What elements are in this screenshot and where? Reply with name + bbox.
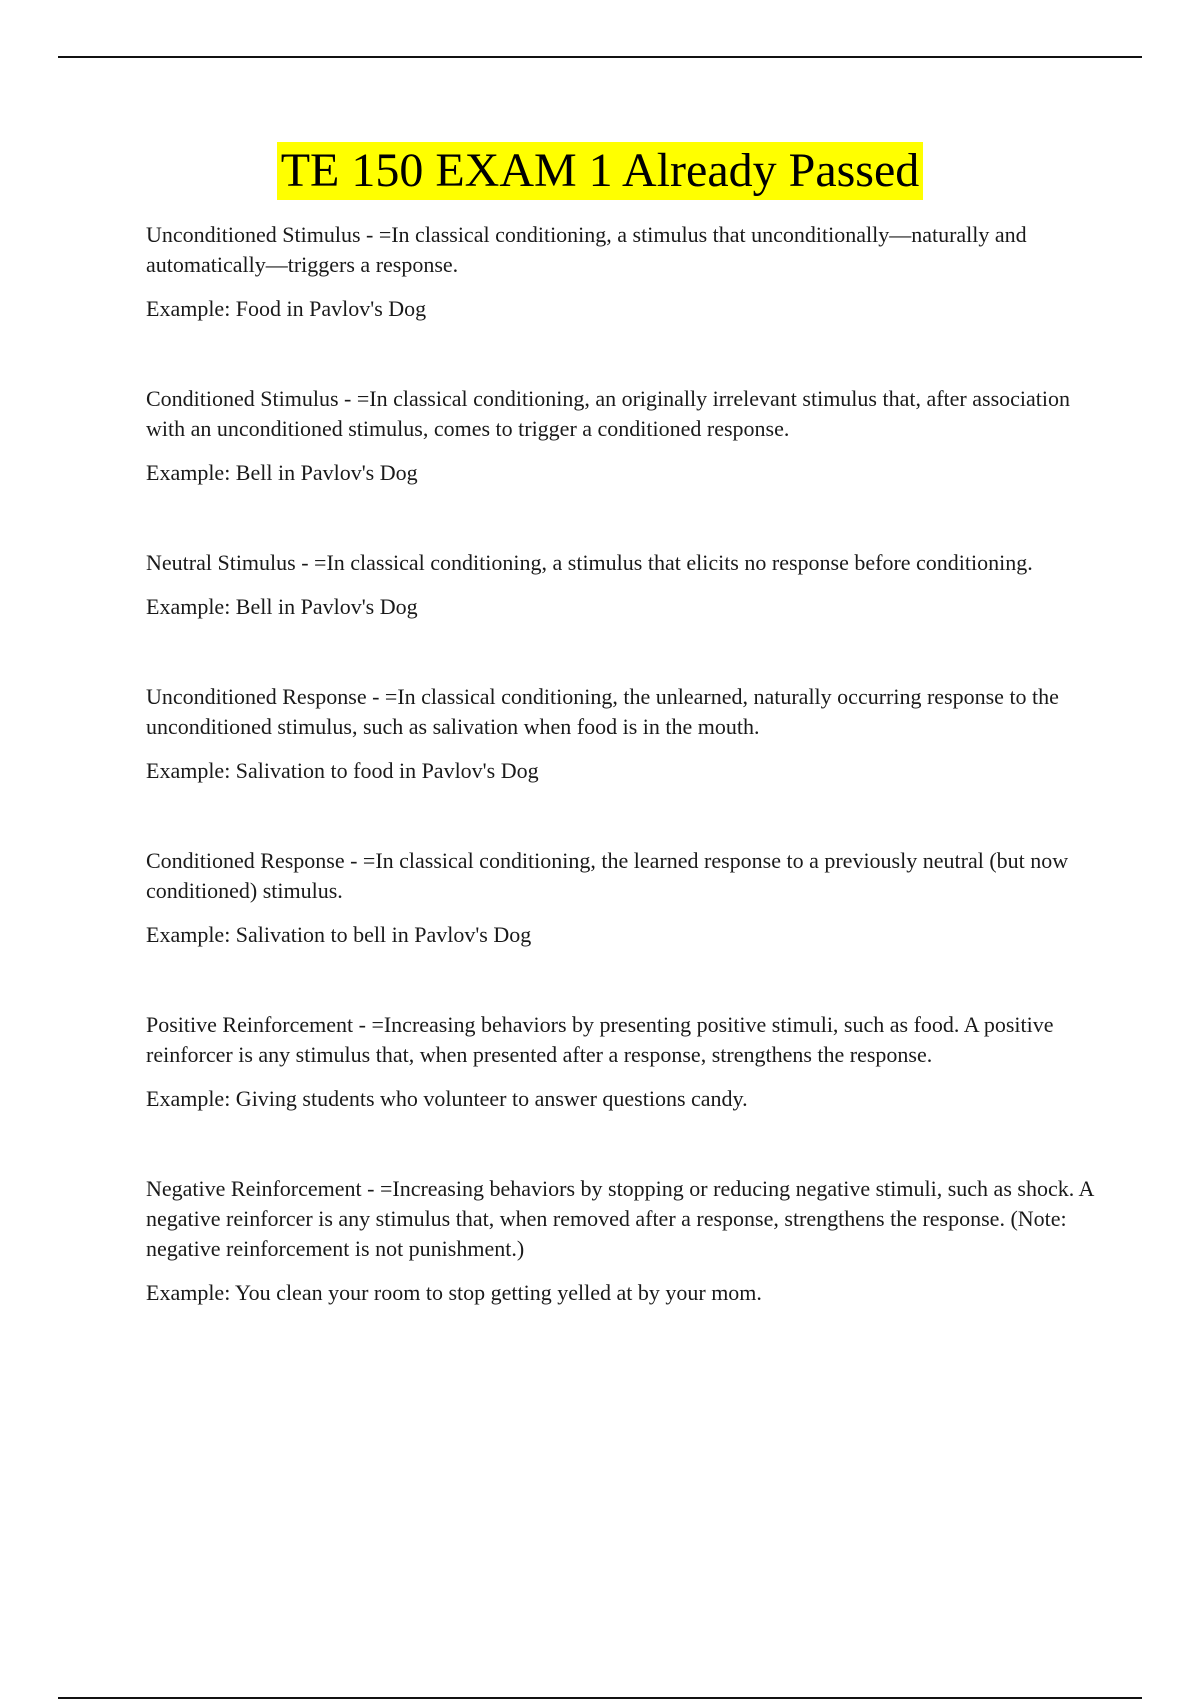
term-example: Example: Food in Pavlov's Dog xyxy=(146,296,427,321)
term-definition: Negative Reinforcement - =Increasing behaviors by stopping or reducing negative stimuli, such as shock. A negative reinforcer is any stimulus that, when removed after a response, strengthens the response. (Note: negative reinforcement is not punishment.) xyxy=(146,1176,1094,1261)
term-entry xyxy=(146,1010,1096,1114)
top-divider xyxy=(58,56,1142,58)
term-definition: Conditioned Stimulus - =In classical conditioning, an originally irrelevant stimulus that, after association with an unconditioned stimulus, comes to trigger a conditioned response. xyxy=(146,386,1071,441)
term-entry xyxy=(146,220,1096,324)
term-example: Example: Salivation to bell in Pavlov's Dog xyxy=(146,922,532,947)
term-definition: Conditioned Response - =In classical conditioning, the learned response to a previously neutral (but now conditioned) stimulus. xyxy=(146,848,1069,903)
term-entry xyxy=(146,548,1096,622)
term-definition: Unconditioned Stimulus - =In classical conditioning, a stimulus that unconditionally—naturally and automatically—triggers a response. xyxy=(146,222,1027,277)
term-definition: Positive Reinforcement - =Increasing behaviors by presenting positive stimuli, such as food. A positive reinforcer is any stimulus that, when presented after a response, strengthens the response. xyxy=(146,1012,1054,1067)
term-entry xyxy=(146,384,1096,488)
document-body xyxy=(146,220,1096,1308)
term-example: Example: Giving students who volunteer to answer questions candy. xyxy=(146,1086,748,1111)
document-title: TE 150 EXAM 1 Already Passed xyxy=(277,142,924,200)
term-example: Example: You clean your room to stop getting yelled at by your mom. xyxy=(146,1280,762,1305)
bottom-divider xyxy=(58,1697,1142,1699)
term-definition: Neutral Stimulus - =In classical conditioning, a stimulus that elicits no response before conditioning. xyxy=(146,550,1033,575)
term-example: Example: Bell in Pavlov's Dog xyxy=(146,594,418,619)
title-container xyxy=(0,142,1200,200)
term-definition: Unconditioned Response - =In classical conditioning, the unlearned, naturally occurring response to the unconditioned stimulus, such as salivation when food is in the mouth. xyxy=(146,684,1059,739)
term-entry xyxy=(146,682,1096,786)
term-entry xyxy=(146,846,1096,950)
term-example: Example: Bell in Pavlov's Dog xyxy=(146,460,418,485)
term-example: Example: Salivation to food in Pavlov's Dog xyxy=(146,758,539,783)
term-entry xyxy=(146,1174,1096,1308)
